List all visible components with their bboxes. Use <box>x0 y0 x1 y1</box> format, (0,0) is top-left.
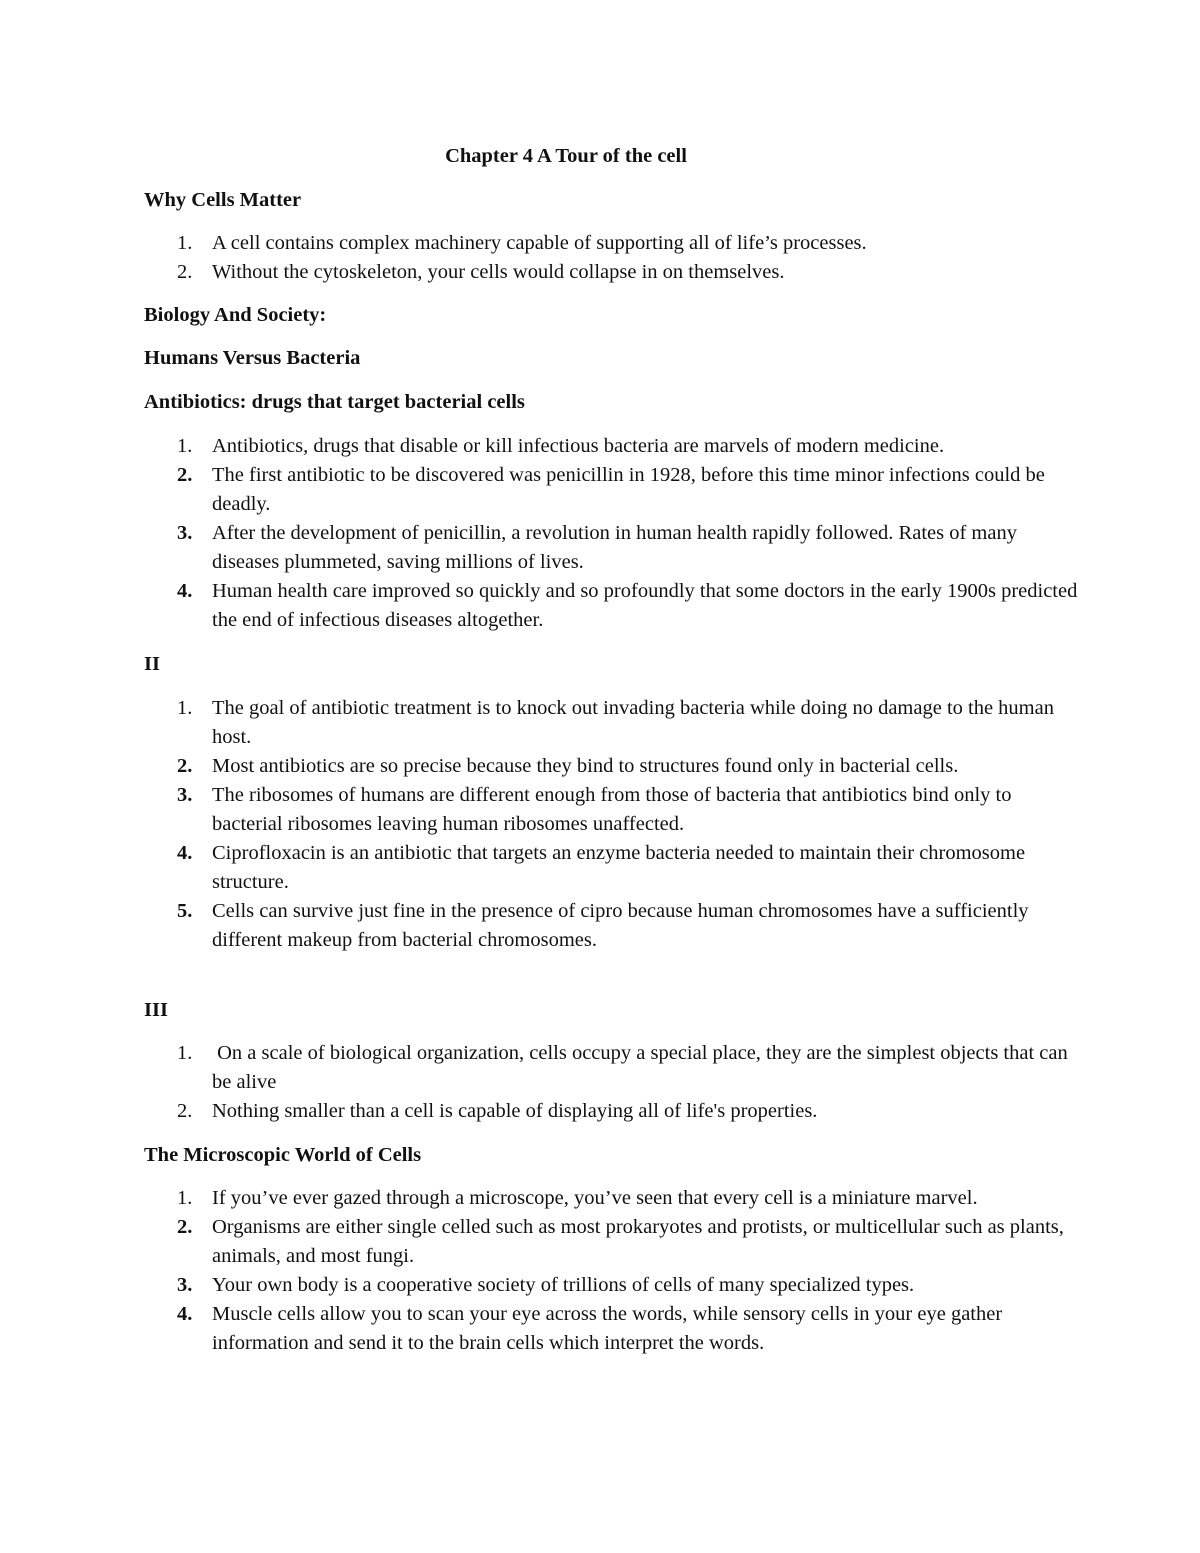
section-heading-antibiotics: Antibiotics: drugs that target bacterial cells <box>144 391 525 413</box>
section-heading-ii: II <box>144 653 160 675</box>
section-heading-iii: III <box>144 999 168 1021</box>
list-item: 1. If you’ve ever gazed through a microscope, you’ve seen that every cell is a miniature marvel. <box>177 1187 978 1209</box>
list-item: 2. Without the cytoskeleton, your cells would collapse in on themselves. <box>177 261 785 283</box>
list-microscopic-world <box>0 1184 1100 1358</box>
list-item: 1. On a scale of biological organization, cells occupy a special place, they are the simplest objects that can be alive <box>177 1042 1073 1093</box>
section-heading-why-cells-matter: Why Cells Matter <box>144 189 302 211</box>
document-title: Chapter 4 A Tour of the cell <box>445 145 687 167</box>
list-item: 3. After the development of penicillin, a revolution in human health rapidly followed. Rates of many diseases plummeted, saving millions of lives. <box>177 522 1017 573</box>
list-item: 1. The goal of antibiotic treatment is to knock out invading bacteria while doing no damage to the human host. <box>177 697 1054 748</box>
list-item: 2. Most antibiotics are so precise because they bind to structures found only in bacterial cells. <box>177 755 959 777</box>
list-item: 2. Nothing smaller than a cell is capable of displaying all of life's properties. <box>177 1100 818 1122</box>
list-antibiotics <box>0 432 1100 635</box>
section-heading-microscopic-world: The Microscopic World of Cells <box>144 1144 422 1166</box>
list-why-cells-matter <box>0 229 1100 287</box>
list-item: 2. Organisms are either single celled such as most prokaryotes and protists, or multicellular such as plants, animals, and most fungi. <box>177 1216 1064 1267</box>
list-item: 4. Human health care improved so quickly and so profoundly that some doctors in the early 1900s predicted the end of infectious diseases altogether. <box>177 580 1078 631</box>
list-item: 3. Your own body is a cooperative society of trillions of cells of many specialized types. <box>177 1274 915 1296</box>
list-item: 2. The first antibiotic to be discovered was penicillin in 1928, before this time minor infections could be deadly. <box>177 464 1045 515</box>
list-item: 4. Muscle cells allow you to scan your eye across the words, while sensory cells in your eye gather information and send it to the brain cells which interpret the words. <box>177 1303 1003 1354</box>
list-item: 1. Antibiotics, drugs that disable or kill infectious bacteria are marvels of modern medicine. <box>177 435 945 457</box>
list-ii <box>0 694 1100 955</box>
list-item: 5. Cells can survive just fine in the presence of cipro because human chromosomes have a sufficiently different makeup from bacterial chromosomes. <box>177 900 1029 951</box>
section-heading-humans-versus-bacteria: Humans Versus Bacteria <box>144 347 361 369</box>
list-item: 4. Ciprofloxacin is an antibiotic that targets an enzyme bacteria needed to maintain their chromosome structure. <box>177 842 1026 893</box>
list-item: 1. A cell contains complex machinery capable of supporting all of life’s processes. <box>177 232 867 254</box>
list-item: 3. The ribosomes of humans are different enough from those of bacteria that antibiotics bind only to bacterial ribosomes leaving human ribosomes unaffected. <box>177 784 1012 835</box>
list-iii <box>0 1039 1100 1126</box>
section-heading-biology-and-society: Biology And Society: <box>144 304 327 326</box>
